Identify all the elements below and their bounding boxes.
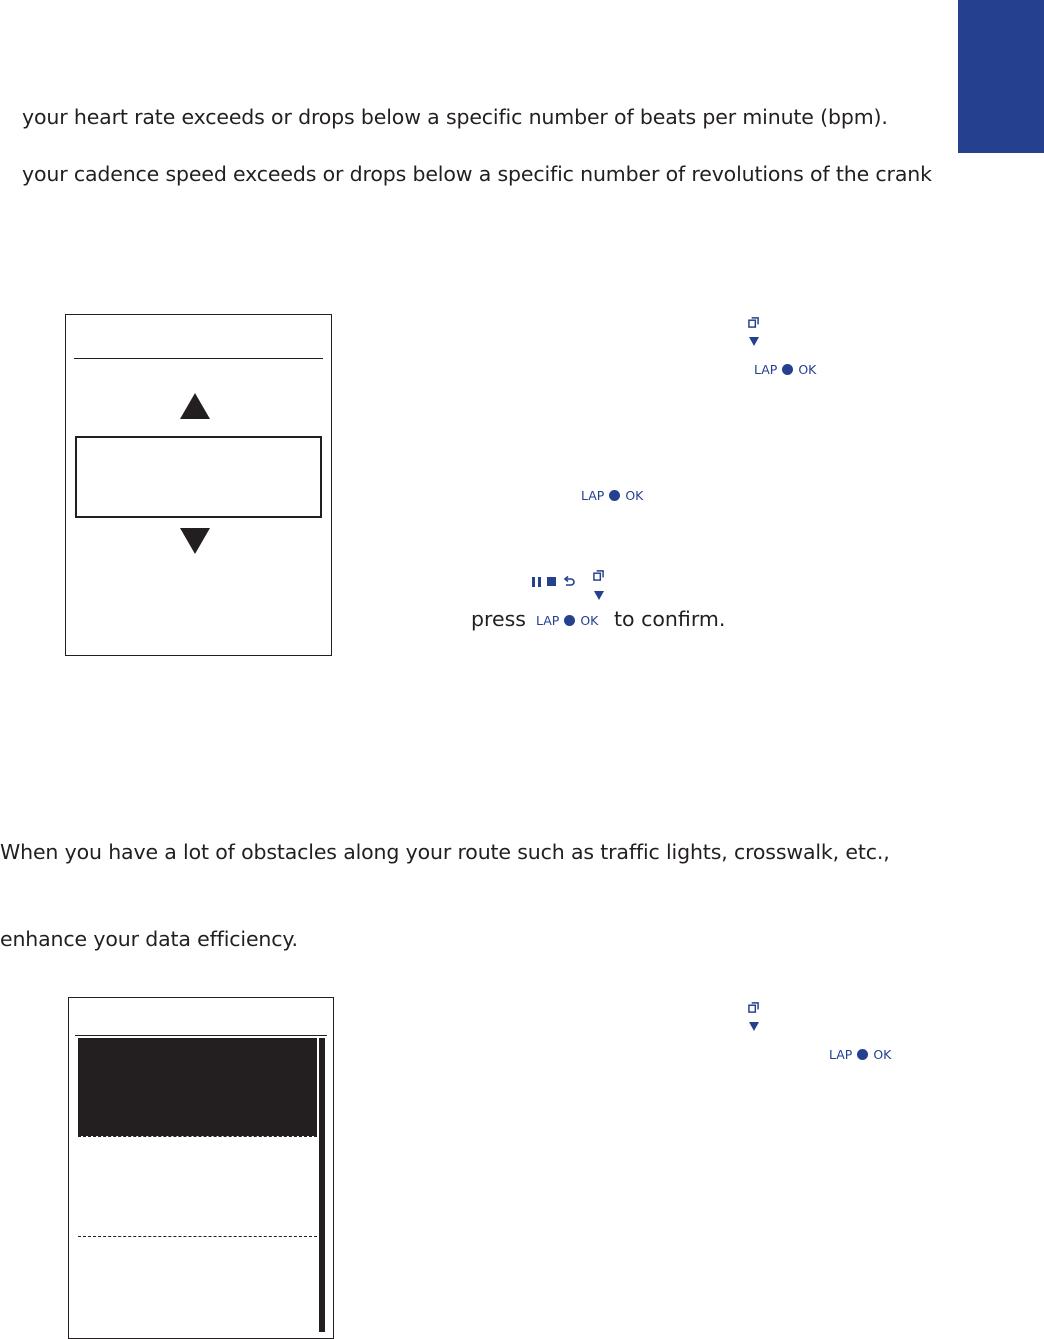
press-text: press [471, 607, 526, 631]
header-divider [75, 1035, 327, 1036]
to-confirm-text: to confirm. [614, 607, 726, 631]
selected-list-item [78, 1038, 317, 1136]
device-screen-autopause [68, 997, 334, 1339]
dot-icon [564, 615, 575, 626]
obstacles-text: When you have a lot of obstacles along your route such as traffic lights, crosswalk, etc., [0, 840, 890, 864]
page-icon [593, 570, 604, 581]
down-arrow-icon [180, 528, 210, 554]
value-selector-box [75, 436, 322, 518]
down-triangle-icon [594, 591, 604, 600]
lap-ok-button: LAP OK [581, 488, 644, 503]
header-divider [74, 358, 323, 359]
dot-icon [609, 490, 620, 501]
list-divider [78, 1136, 317, 1137]
cadence-text: your cadence speed exceeds or drops below a specific number of revolutions of the crank [22, 162, 932, 186]
scrollbar [319, 1038, 325, 1332]
pause-stop-back-icon [532, 576, 575, 587]
lap-ok-button: LAP OK [829, 1047, 892, 1062]
lap-ok-button: LAP OK [536, 613, 599, 628]
dot-icon [857, 1049, 868, 1060]
down-triangle-icon [749, 1022, 759, 1031]
heart-rate-text: your heart rate exceeds or drops below a specific number of beats per minute (bpm). [22, 105, 888, 129]
section-tab [958, 0, 1044, 153]
dot-icon [782, 364, 793, 375]
page-icon [748, 1002, 759, 1013]
page-icon [748, 317, 759, 328]
device-screen-alert [65, 314, 332, 656]
up-arrow-icon [180, 393, 210, 419]
efficiency-text: enhance your data efficiency. [0, 927, 298, 951]
list-divider [78, 1236, 317, 1237]
lap-ok-button: LAP OK [754, 362, 817, 377]
down-triangle-icon [749, 337, 759, 346]
